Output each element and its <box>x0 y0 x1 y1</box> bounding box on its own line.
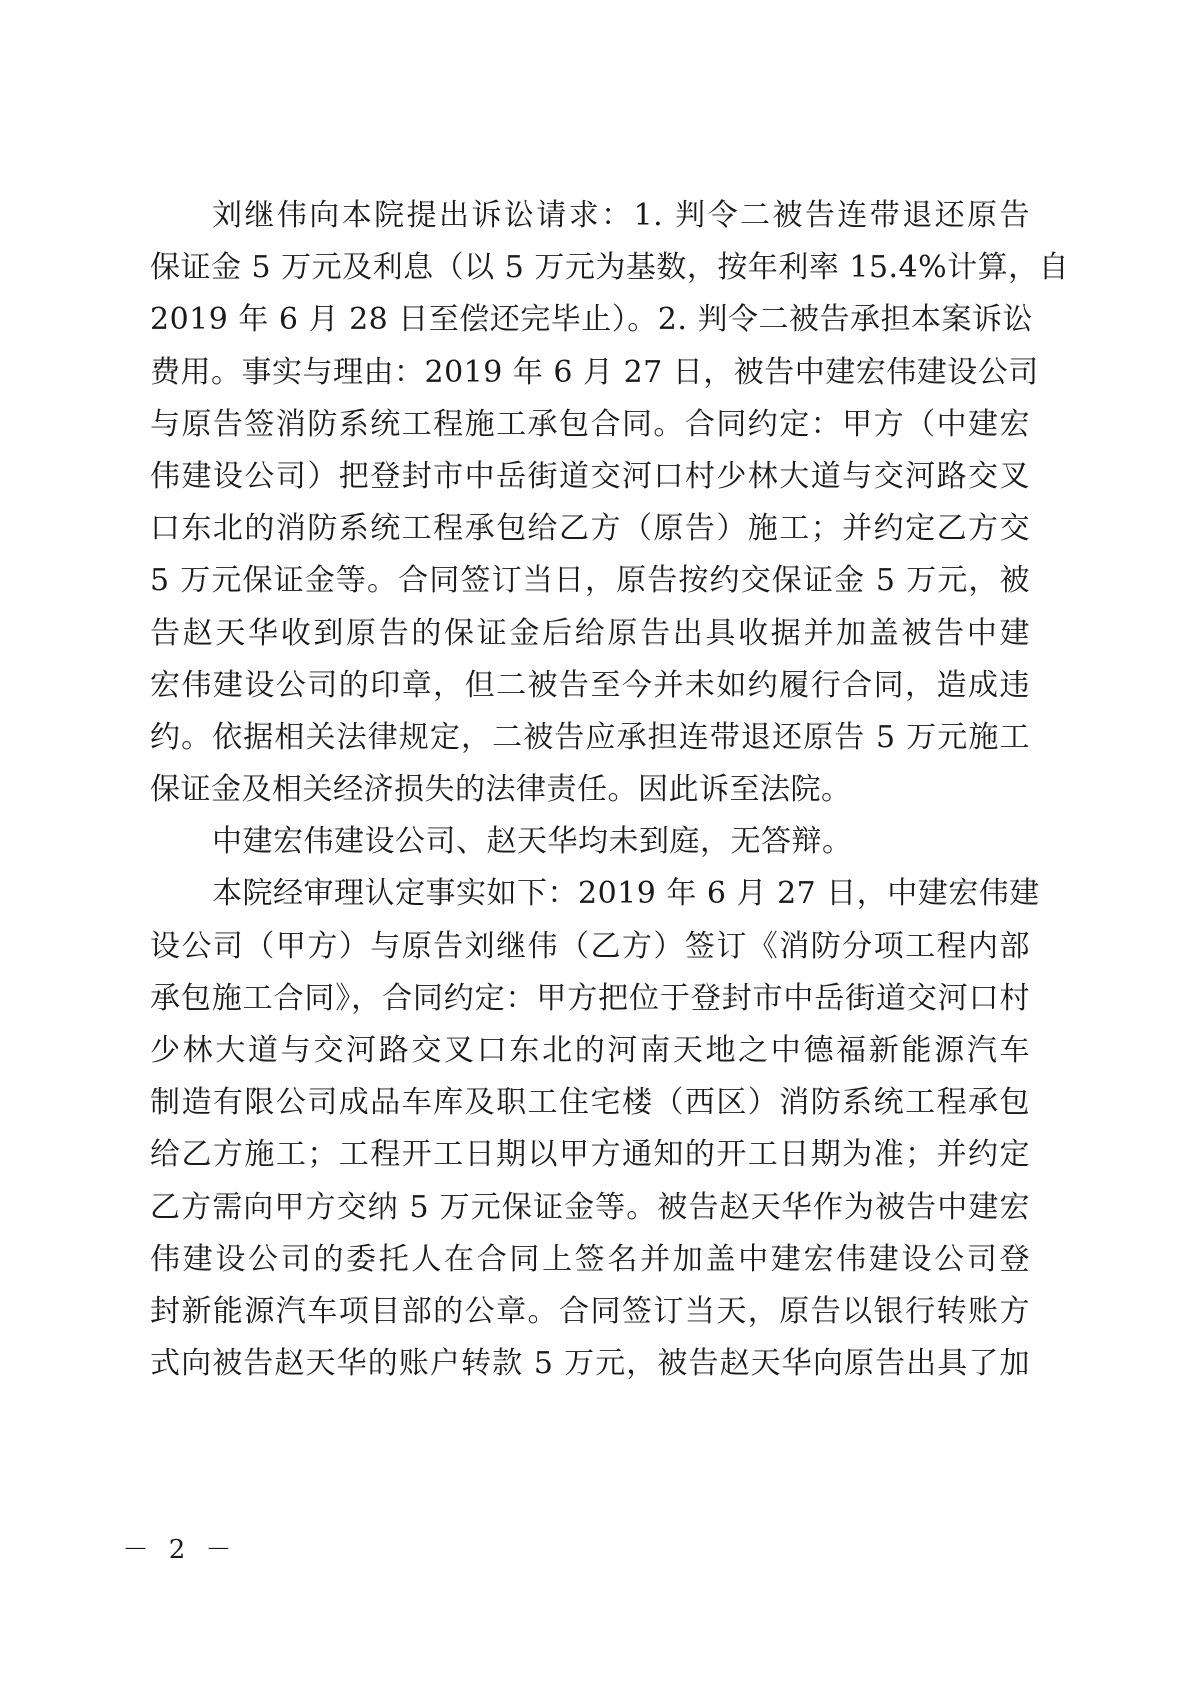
paragraph-1-line-10: 宏伟建设公司的印章，但二被告至今并未如约履行合同，造成违 <box>150 667 1030 703</box>
paragraph-2-line-1: 中建宏伟建设公司、赵天华均未到庭，无答辩。 <box>212 824 853 860</box>
paragraph-1-line-5: 与原告签消防系统工程施工承包合同。合同约定：甲方（中建宏 <box>150 406 1030 442</box>
paragraph-1-line-11: 约。依据相关法律规定，二被告应承担连带退还原告 5 万元施工 <box>150 719 1030 755</box>
paragraph-1-line-2: 保证金 5 万元及利息（以 5 万元为基数，按年利率 15.4%计算，自 <box>150 250 1070 286</box>
paragraph-3-line-2: 设公司（甲方）与原告刘继伟（乙方）签订《消防分项工程内部 <box>150 928 1030 964</box>
paragraph-3-line-8: 伟建设公司的委托人在合同上签名并加盖中建宏伟建设公司登 <box>150 1241 1030 1277</box>
paragraph-1-line-6: 伟建设公司）把登封市中岳街道交河口村少林大道与交河路交叉 <box>150 458 1030 494</box>
paragraph-1-line-7: 口东北的消防系统工程承包给乙方（原告）施工；并约定乙方交 <box>150 511 1030 547</box>
paragraph-1-line-3: 2019 年 6 月 28 日至偿还完毕止）。2. 判令二被告承担本案诉讼 <box>150 302 1033 338</box>
page-number: － 2 － <box>122 1535 238 1565</box>
paragraph-1-line-1: 刘继伟向本院提出诉讼请求：1. 判令二被告连带退还原告 <box>212 198 1030 233</box>
paragraph-3-line-5: 制造有限公司成品车库及职工住宅楼（西区）消防系统工程承包 <box>150 1085 1030 1121</box>
paragraph-3-line-1: 本院经审理认定事实如下：2019 年 6 月 27 日，中建宏伟建 <box>212 876 1040 912</box>
paragraph-3-line-4: 少林大道与交河路交叉口东北的河南天地之中德福新能源汽车 <box>150 1033 1030 1068</box>
paragraph-3-line-10: 式向被告赵天华的账户转款 5 万元，被告赵天华向原告出具了加 <box>150 1346 1030 1382</box>
paragraph-1-line-4: 费用。事实与理由：2019 年 6 月 27 日，被告中建宏伟建设公司 <box>150 354 1039 390</box>
paragraph-3-line-7: 乙方需向甲方交纳 5 万元保证金等。被告赵天华作为被告中建宏 <box>150 1189 1030 1225</box>
paragraph-1-line-8: 5 万元保证金等。合同签订当日，原告按约交保证金 5 万元，被 <box>150 563 1030 599</box>
paragraph-1-line-9: 告赵天华收到原告的保证金后给原告出具收据并加盖被告中建 <box>150 615 1030 651</box>
paragraph-3-line-9: 封新能源汽车项目部的公章。合同签订当天，原告以银行转账方 <box>150 1293 1030 1329</box>
paragraph-3-line-3: 承包施工合同》，合同约定：甲方把位于登封市中岳街道交河口村 <box>150 980 1030 1016</box>
paragraph-1-line-12: 保证金及相关经济损失的法律责任。因此诉至法院。 <box>150 772 852 808</box>
document-body <box>150 190 1070 1390</box>
paragraph-3-line-6: 给乙方施工；工程开工日期以甲方通知的开工日期为准；并约定 <box>150 1137 1030 1173</box>
